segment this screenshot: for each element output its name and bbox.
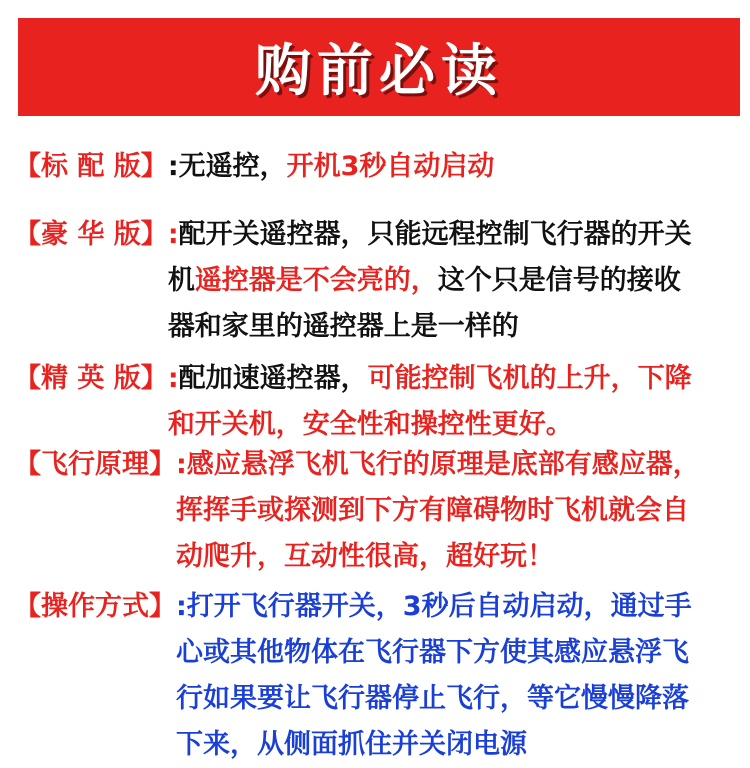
text-run: 开机3秒自动启动 xyxy=(286,151,495,182)
section-line xyxy=(176,584,692,630)
section-line xyxy=(176,534,700,580)
section-line xyxy=(168,258,692,304)
section-standard xyxy=(14,144,744,190)
page-title: 购前必读 xyxy=(255,39,503,104)
section-line xyxy=(168,212,692,258)
section-line xyxy=(176,676,692,722)
title-banner xyxy=(18,18,740,116)
section-line xyxy=(176,722,692,768)
section-tag: 【标 配 版】 xyxy=(14,151,168,182)
section-tag: 【精 英 版】 xyxy=(14,363,168,394)
section-line xyxy=(168,304,692,350)
text-run: 遥控器是不会亮的， xyxy=(194,265,438,296)
text-run: 可能控制飞机的上升，下降 xyxy=(367,363,692,394)
text-run: 挥挥手或探测到下方有障碍物时飞机就会自 xyxy=(176,495,689,526)
section-elite xyxy=(14,356,744,448)
section-line xyxy=(176,630,692,676)
section-tag: 【豪 华 版】 xyxy=(14,219,168,250)
text-run: : xyxy=(167,363,179,394)
text-run: 和开关机，安全性和操控性更好。 xyxy=(167,409,573,440)
section-line xyxy=(176,442,700,488)
section-tag: 【飞行原理】 xyxy=(14,449,176,480)
text-run: 心或其他物体在飞行器下方使其感应悬浮飞 xyxy=(176,637,689,668)
text-run: 无遥控， xyxy=(178,151,287,182)
text-run: :打开飞行器开关，3秒后自动启动，通过手 xyxy=(176,591,692,622)
section-line xyxy=(168,144,495,190)
text-run: 下来，从侧面抓住并关闭电源 xyxy=(176,729,527,760)
text-run: 机 xyxy=(167,265,195,296)
text-run: 配加速遥控器， xyxy=(178,363,368,394)
text-run: 器和家里的遥控器上是一样的 xyxy=(167,311,519,342)
section-tag: 【操作方式】 xyxy=(14,591,176,622)
section-operation xyxy=(14,584,744,768)
text-run: 配开关遥控器，只能远程控制飞行器的开关 xyxy=(178,219,692,250)
section-deluxe xyxy=(14,212,744,350)
text-run: :感应悬浮飞机飞行的原理是底部有感应器， xyxy=(176,449,700,480)
text-run: 行如果要让飞行器停止飞行，等它慢慢降落 xyxy=(176,683,689,714)
text-run: 动爬升，互动性很高，超好玩！ xyxy=(176,541,554,572)
text-run: 这个只是信号的接收 xyxy=(437,265,681,296)
section-flight-principle xyxy=(14,442,744,580)
section-line xyxy=(168,356,692,402)
text-run: : xyxy=(167,151,179,182)
text-run: : xyxy=(167,219,179,250)
section-line xyxy=(176,488,700,534)
